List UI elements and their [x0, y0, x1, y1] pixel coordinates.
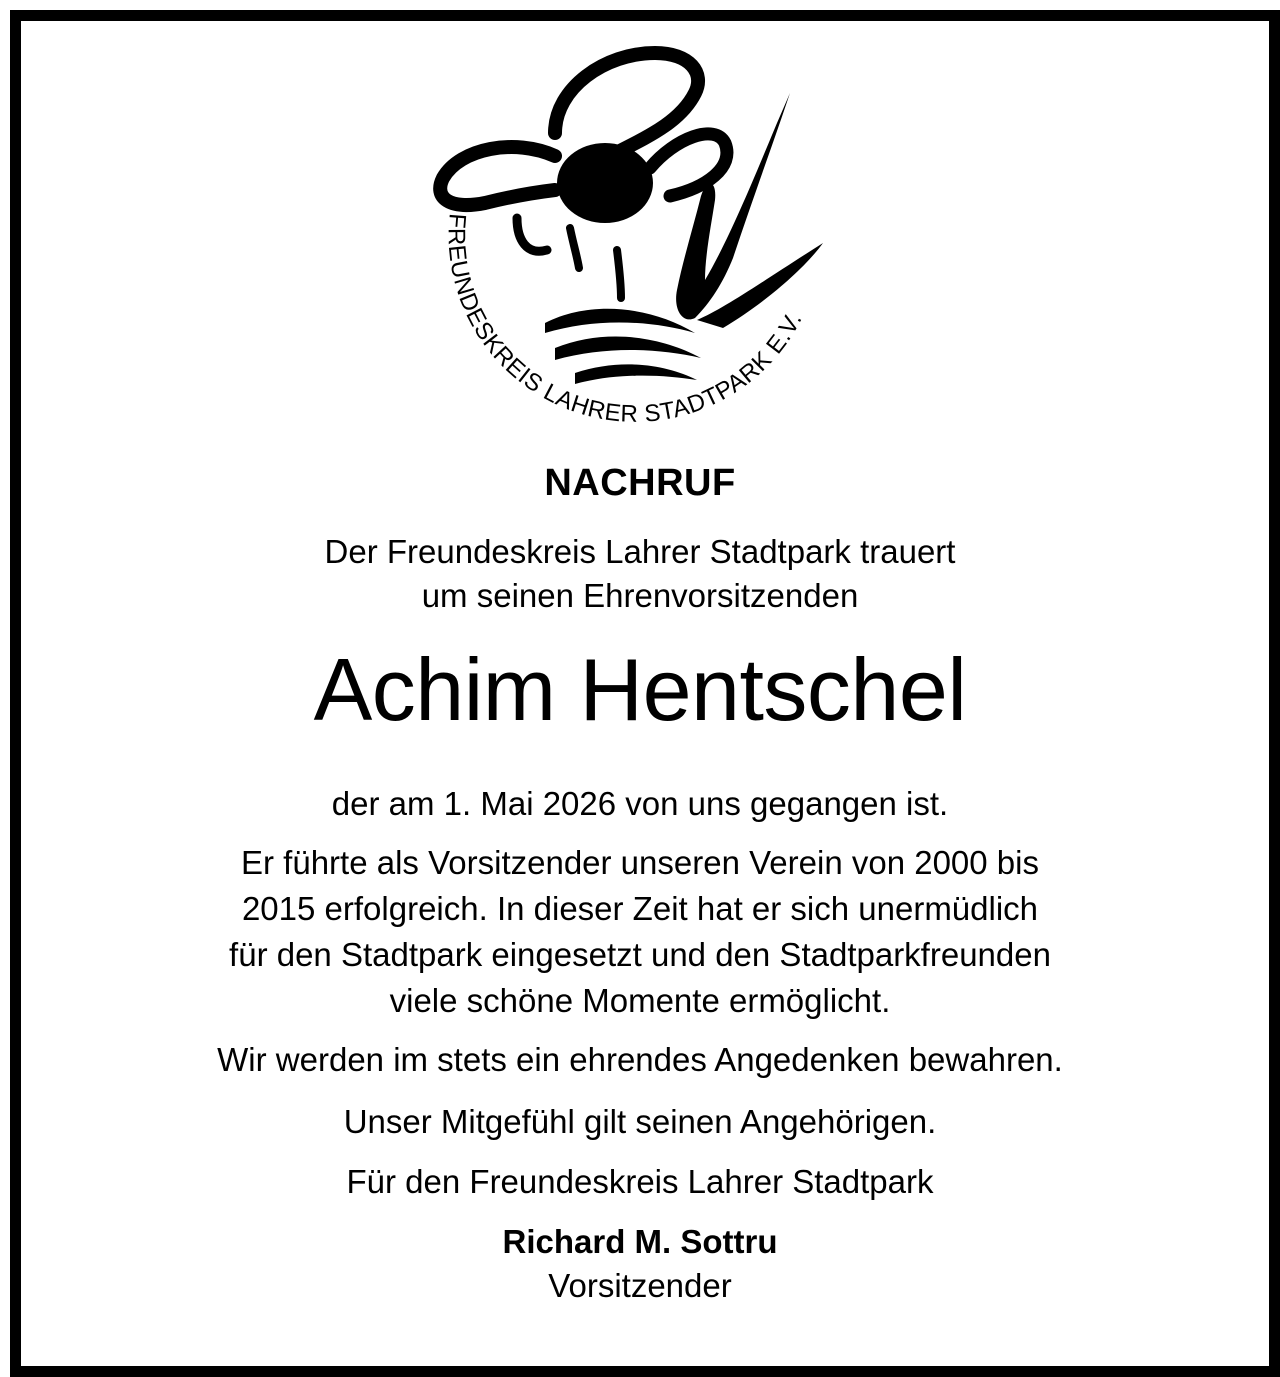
- tribute-text: [0, 840, 1280, 1024]
- logo-ring-text: FREUNDESKREIS LAHRER STADTPARK E.V.: [442, 212, 808, 428]
- memory-line: Wir werden im stets ein ehrendes Angedenken bewahren.: [217, 1041, 1063, 1078]
- tribute-line: viele schöne Momente ermöglicht.: [389, 982, 891, 1019]
- tribute-line: Er führte als Vorsitzender unseren Verein von 2000 bis: [241, 844, 1039, 881]
- flower-logo-icon: [405, 28, 855, 448]
- club-logo: [405, 28, 855, 448]
- deceased-name: Achim Hentschel: [313, 640, 967, 739]
- sympathy-line: Unser Mitgefühl gilt seinen Angehörigen.: [343, 1103, 937, 1140]
- tribute-line: für den Stadtpark eingesetzt und den Stadtparkfreunden: [229, 936, 1051, 973]
- intro-line: um seinen Ehrenvorsitzenden: [421, 577, 859, 614]
- signer-role: Vorsitzender: [548, 1267, 732, 1304]
- notice-heading: NACHRUF: [544, 462, 736, 504]
- intro-line: Der Freundeskreis Lahrer Stadtpark trauert: [324, 533, 956, 570]
- intro-text: [0, 530, 1280, 618]
- tribute-line: 2015 erfolgreich. In dieser Zeit hat er sich unermüdlich: [241, 890, 1039, 927]
- death-date-line: der am 1. Mai 2026 von uns gegangen ist.: [331, 785, 949, 822]
- signer-name: Richard M. Sottru: [502, 1223, 778, 1260]
- on-behalf-line: Für den Freundeskreis Lahrer Stadtpark: [346, 1163, 934, 1200]
